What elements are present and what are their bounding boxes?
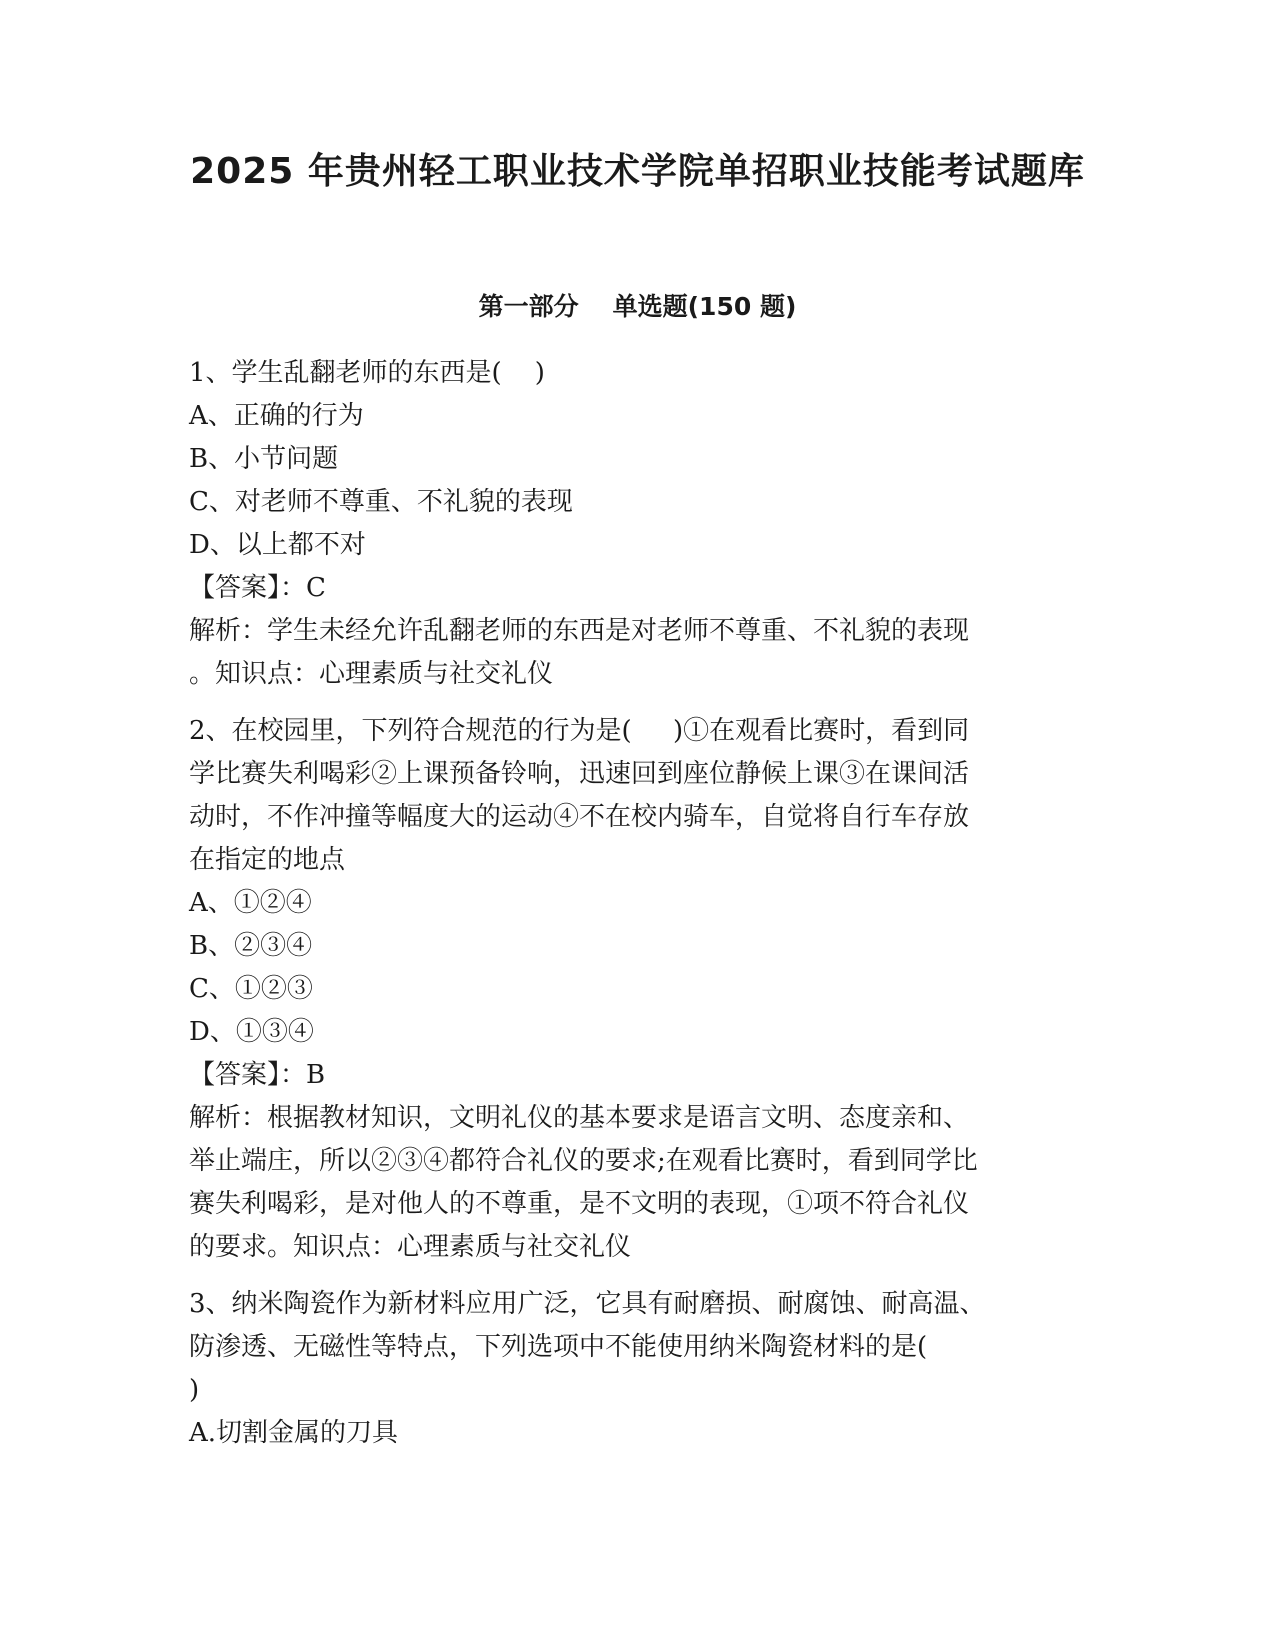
question-stem-continued: 动时，不作冲撞等幅度大的运动④不在校内骑车，自觉将自行车存放 xyxy=(189,802,970,832)
option-c: C、对老师不尊重、不礼貌的表现 xyxy=(189,487,573,517)
answer-line: 【答案】：B xyxy=(189,1060,326,1090)
explanation-line: 举止端庄，所以②③④都符合礼仪的要求;在观看比赛时，看到同学比 xyxy=(189,1146,978,1176)
answer-line: 【答案】：C xyxy=(189,573,326,603)
section-heading xyxy=(0,290,1275,324)
question-stem: 1、学生乱翻老师的东西是( ) xyxy=(189,358,545,388)
explanation-line: 解析：学生未经允许乱翻老师的东西是对老师不尊重、不礼貌的表现 xyxy=(189,616,970,646)
explanation-line: 。知识点：心理素质与社交礼仪 xyxy=(189,659,554,689)
option-d: D、以上都不对 xyxy=(189,530,366,560)
question-spacer xyxy=(189,696,1089,710)
section-name-label: 单选题(150 题) xyxy=(612,292,797,321)
question-stem: 3、纳米陶瓷作为新材料应用广泛，它具有耐磨损、耐腐蚀、耐高温、 xyxy=(189,1289,986,1319)
option-b: B、②③④ xyxy=(189,931,313,961)
question-stem-continued: 在指定的地点 xyxy=(189,845,346,875)
option-c: C、①②③ xyxy=(189,974,313,1004)
question-stem-continued: 防渗透、无磁性等特点，下列选项中不能使用纳米陶瓷材料的是( xyxy=(189,1332,928,1362)
explanation-line: 解析：根据教材知识，文明礼仪的基本要求是语言文明、态度亲和、 xyxy=(189,1103,970,1133)
question-block xyxy=(189,710,1089,1269)
question-stem-continued: ) xyxy=(189,1375,200,1405)
option-a: A、正确的行为 xyxy=(189,401,364,431)
question-block xyxy=(189,352,1089,696)
option-a: A.切割金属的刀具 xyxy=(189,1418,399,1448)
question-stem: 2、在校园里，下列符合规范的行为是( )①在观看比赛时，看到同 xyxy=(189,716,970,746)
question-list xyxy=(189,352,1089,1455)
question-stem-continued: 学比赛失利喝彩②上课预备铃响，迅速回到座位静候上课③在课间活 xyxy=(189,759,970,789)
document-title: 2025 年贵州轻工职业技术学院单招职业技能考试题库 xyxy=(190,151,1085,192)
explanation-line: 赛失利喝彩，是对他人的不尊重，是不文明的表现，①项不符合礼仪 xyxy=(189,1189,970,1219)
option-d: D、①③④ xyxy=(189,1017,314,1047)
explanation-line: 的要求。知识点：心理素质与社交礼仪 xyxy=(189,1232,632,1262)
question-block xyxy=(189,1283,1089,1455)
option-b: B、小节问题 xyxy=(189,444,339,474)
section-part-label: 第一部分 xyxy=(478,292,579,321)
question-spacer xyxy=(189,1269,1089,1283)
option-a: A、①②④ xyxy=(189,888,312,918)
